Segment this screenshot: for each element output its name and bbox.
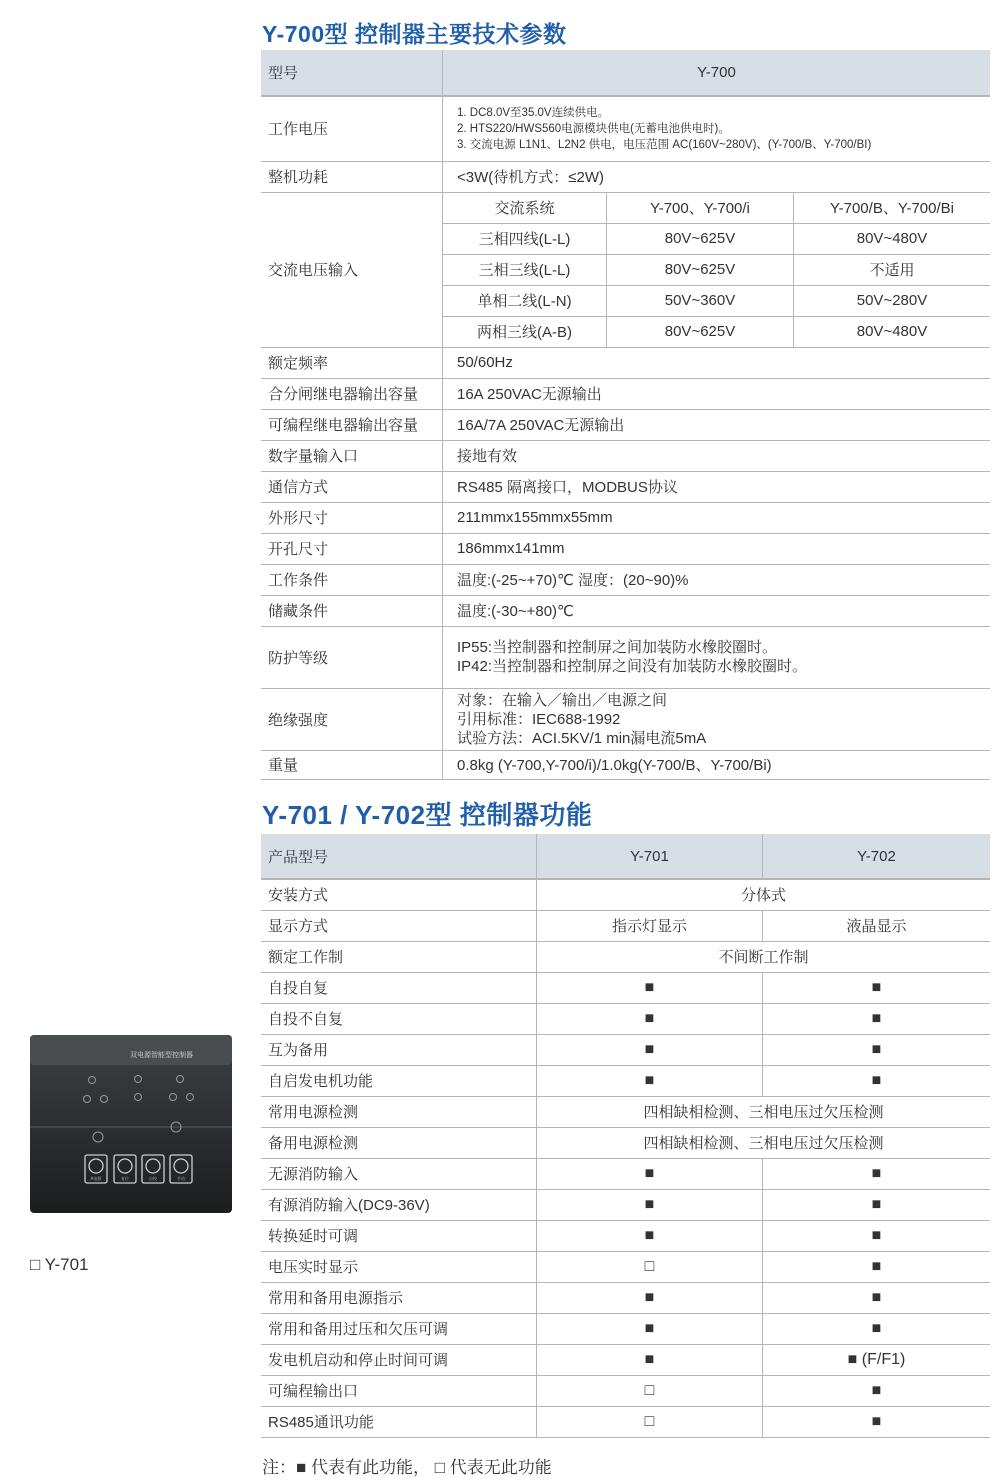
ac-input-header [261,192,990,223]
insulation-line: 试验方法：ACI.5KV/1 min漏电流5mA [457,729,707,747]
function-y702: 液晶显示 [763,910,991,941]
ac-cell: 三相四线(L-L) [443,223,607,254]
function-y702: ■ [763,1158,991,1189]
function-y702: ■ [763,1003,991,1034]
function-y702: ■ [763,1375,991,1406]
voltage-line-1: 1. DC8.0V至35.0V连续供电。 [457,106,610,119]
weight-label: 重量 [261,750,443,779]
spec-value: 16A 250VAC无源输出 [443,378,991,409]
function-label: 自投自复 [261,972,537,1003]
function-value: 四相缺相检测、三相电压过欠压检测 [537,1096,991,1127]
ac-cell: 三相三线(L-L) [443,254,607,285]
function-label: RS485通讯功能 [261,1406,537,1437]
insulation-label: 绝缘强度 [261,688,443,750]
ac-cell: 80V~625V [607,254,794,285]
protection-label: 防护等级 [261,626,443,688]
spec-row [261,564,990,595]
function-y702: ■ [763,1313,991,1344]
ac-cell: 单相二线(L-N) [443,285,607,316]
spec-label: 开孔尺寸 [261,533,443,564]
spec-row-insulation [261,688,990,750]
function-y701: ■ [537,1034,763,1065]
function-y701: ■ [537,1313,763,1344]
voltage-label: 工作电压 [261,96,443,161]
function-row [261,1375,990,1406]
function-y701: ■ [537,1189,763,1220]
function-row [261,1282,990,1313]
spec-value: 16A/7A 250VAC无源输出 [443,409,991,440]
function-y702: ■ [763,972,991,1003]
spec-label: 可编程继电器输出容量 [261,409,443,440]
function-header-y702: Y-702 [763,834,991,879]
function-row [261,1003,990,1034]
spec-label: 储藏条件 [261,595,443,626]
spec-label: 外形尺寸 [261,502,443,533]
spec-label: 通信方式 [261,471,443,502]
function-y701: ■ [537,972,763,1003]
spec-header-row [261,50,990,96]
function-header-y701: Y-701 [537,834,763,879]
function-value: 不间断工作制 [537,941,991,972]
ac-cell: 80V~625V [607,223,794,254]
function-label: 转换延时可调 [261,1220,537,1251]
function-label: 常用电源检测 [261,1096,537,1127]
spec-label: 合分闸继电器输出容量 [261,378,443,409]
spec-table [261,50,990,780]
function-y701: ■ [537,1158,763,1189]
function-label: 自投不自复 [261,1003,537,1034]
spec-value: 温度:(-30~+80)℃ [443,595,991,626]
function-y701: ■ [537,1220,763,1251]
function-label: 安装方式 [261,879,537,910]
power-value: <3W(待机方式：≤2W) [443,161,991,192]
function-y702: ■ [763,1189,991,1220]
function-label: 互为备用 [261,1034,537,1065]
header-label: 型号 [261,50,443,96]
spec-value: RS485 隔离接口，MODBUS协议 [443,471,991,502]
spec-label: 数字量输入口 [261,440,443,471]
function-y702: ■ [763,1065,991,1096]
function-label: 有源消防输入(DC9-36V) [261,1189,537,1220]
ac-cell: 80V~480V [794,316,991,347]
header-model: Y-700 [443,50,991,96]
device-button-label: 自投 [149,1176,157,1181]
function-y702: ■ [763,1034,991,1065]
function-row [261,941,990,972]
ac-input-label: 交流电压输入 [261,192,443,347]
voltage-line-3: 3. 交流电源 L1N1、L2N2 供电，电压范围 AC(160V~280V)、(Y-700/B、Y-700/BI) [457,138,872,151]
spec-row [261,378,990,409]
function-value: 四相缺相检测、三相电压过欠压检测 [537,1127,991,1158]
function-table [261,834,990,1438]
spec-value: 50/60Hz [443,347,991,378]
function-label: 无源消防输入 [261,1158,537,1189]
function-y702: ■ [763,1406,991,1437]
function-y702: ■ [763,1220,991,1251]
function-row [261,1406,990,1437]
spec-row [261,471,990,502]
function-y701: ■ [537,1003,763,1034]
spec-label: 工作条件 [261,564,443,595]
function-row [261,1344,990,1375]
function-y701: □ [537,1375,763,1406]
function-label: 可编程输出口 [261,1375,537,1406]
protection-line: IP42:当控制器和控制屏之间没有加装防水橡胶圈时。 [457,658,808,675]
function-row [261,1189,990,1220]
function-row [261,1251,990,1282]
section1-title: Y-700型 控制器主要技术参数 [262,21,567,47]
function-label: 显示方式 [261,910,537,941]
spec-row [261,502,990,533]
function-y701: ■ [537,1065,763,1096]
spec-row [261,347,990,378]
device-panel-title: 双电源智能型控制器 [130,1051,193,1059]
function-label: 额定工作制 [261,941,537,972]
function-row [261,910,990,941]
function-y701: □ [537,1251,763,1282]
ac-cell: 80V~480V [794,223,991,254]
ac-col-700b: Y-700/B、Y-700/Bi [794,192,991,223]
ac-col-700: Y-700、Y-700/i [607,192,794,223]
function-header-row [261,834,990,879]
function-row [261,972,990,1003]
spec-value: 温度:(-25~+70)℃ 湿度：(20~90)% [443,564,991,595]
spec-value: 186mmx141mm [443,533,991,564]
ac-cell: 两相三线(A-B) [443,316,607,347]
legend-note: 注：■ 代表有此功能， □ 代表无此功能 [262,1458,552,1477]
function-row [261,1065,990,1096]
function-y701: □ [537,1406,763,1437]
weight-value: 0.8kg (Y-700,Y-700/i)/1.0kg(Y-700/B、Y-700/Bi) [443,750,991,779]
function-row [261,1096,990,1127]
spec-row-voltage [261,96,990,161]
function-row [261,879,990,910]
function-label: 常用和备用过压和欠压可调 [261,1313,537,1344]
function-row [261,1034,990,1065]
spec-row [261,440,990,471]
spec-row [261,409,990,440]
function-y701: ■ [537,1282,763,1313]
function-y701: ■ [537,1344,763,1375]
function-label: 自启发电机功能 [261,1065,537,1096]
function-row [261,1127,990,1158]
function-y701: 指示灯显示 [537,910,763,941]
spec-value: 211mmx155mmx55mm [443,502,991,533]
ac-col-system: 交流系统 [443,192,607,223]
ac-cell: 80V~625V [607,316,794,347]
voltage-line-2: 2. HTS220/HWS560电源模块供电(无蓄电池供电时)。 [457,122,730,135]
y701-device-image [30,1035,232,1213]
device-button-label: 复位 [121,1176,129,1181]
function-value: 分体式 [537,879,991,910]
function-label: 备用电源检测 [261,1127,537,1158]
power-label: 整机功耗 [261,161,443,192]
device-button-label: 手动 [177,1176,185,1181]
spec-row-power [261,161,990,192]
spec-row-weight [261,750,990,779]
spec-row-protection [261,626,990,688]
spec-value: 接地有效 [443,440,991,471]
device-button-label: A电源 [90,1176,102,1181]
function-header-label: 产品型号 [261,834,537,879]
device-caption: □ Y-701 [30,1255,89,1274]
function-label: 常用和备用电源指示 [261,1282,537,1313]
ac-cell: 50V~360V [607,285,794,316]
section2-title: Y-701 / Y-702型 控制器功能 [262,800,593,830]
spec-label: 额定频率 [261,347,443,378]
function-row [261,1313,990,1344]
ac-cell: 不适用 [794,254,991,285]
insulation-line: 引用标准：IEC688-1992 [457,710,621,728]
function-label: 电压实时显示 [261,1251,537,1282]
function-y702: ■ (F/F1) [763,1344,991,1375]
insulation-line: 对象：在输入／输出／电源之间 [457,691,668,709]
function-label: 发电机启动和停止时间可调 [261,1344,537,1375]
protection-line: IP55:当控制器和控制屏之间加装防水橡胶圈时。 [457,639,778,656]
function-row [261,1158,990,1189]
function-y702: ■ [763,1251,991,1282]
function-y702: ■ [763,1282,991,1313]
function-row [261,1220,990,1251]
spec-row [261,595,990,626]
spec-row [261,533,990,564]
ac-cell: 50V~280V [794,285,991,316]
